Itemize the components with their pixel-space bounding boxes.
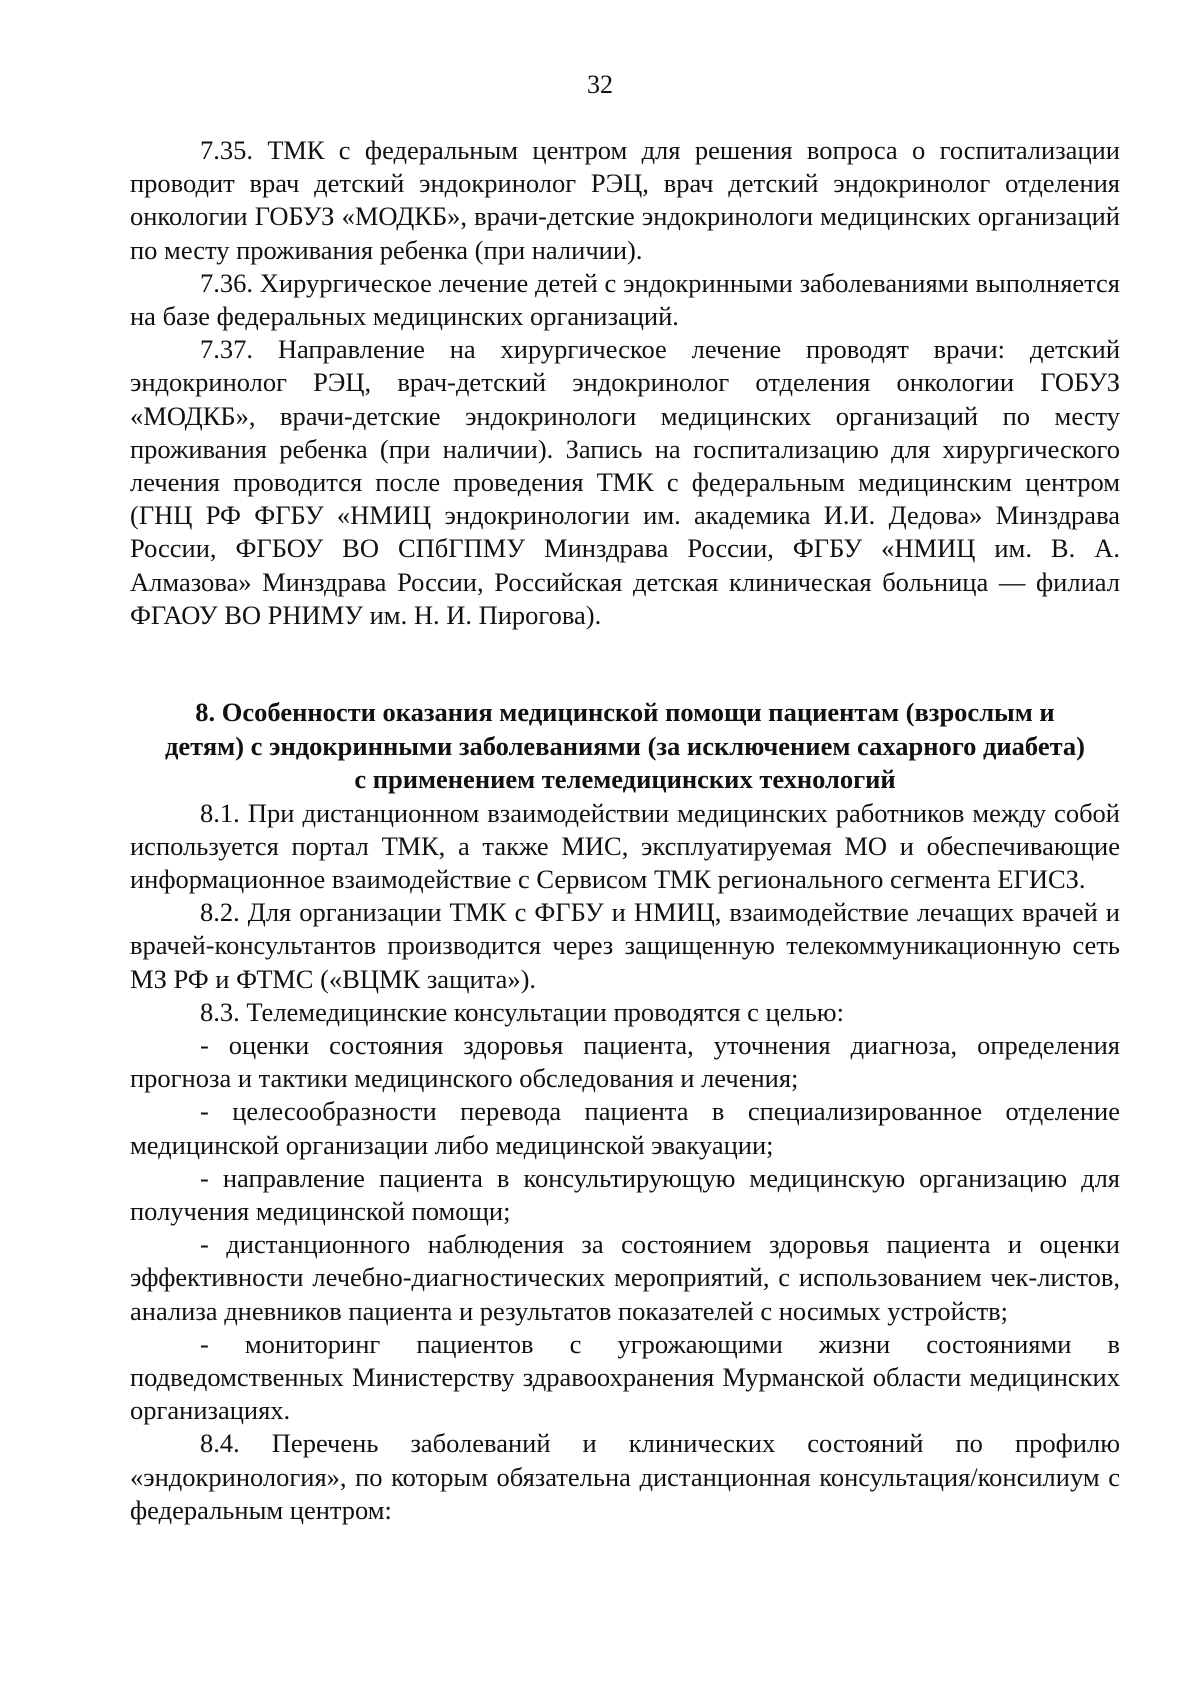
list-item-purpose: - дистанционного наблюдения за состоянием здоровья пациента и оценки эффективности лечебно-диагностических мероприятий, с использованием чек-листов, анализа дневников пациента и результатов показателей с носимых устройств; xyxy=(130,1229,1120,1326)
paragraph-7-35: 7.35. ТМК с федеральным центром для решения вопроса о госпитализации проводит врач детский эндокринолог РЭЦ, врач детский эндокринолог отделения онкологии ГОБУЗ «МОДКБ», врачи-детские эндокринологи медицинских организаций по месту проживания ребенка (при наличии). xyxy=(130,135,1120,265)
list-item-purpose: - направление пациента в консультирующую медицинскую организацию для получения медицинской помощи; xyxy=(130,1162,1120,1226)
paragraph-7-37: 7.37. Направление на хирургическое лечение проводят врачи: детский эндокринолог РЭЦ, врач-детский эндокринолог отделения онкологии ГОБУЗ «МОДКБ», врачи-детские эндокринологи медицинских организаций по месту проживания ребенка (при наличии). Запись на госпитализацию для хирургического лечения проводится после проведения ТМК с федеральным медицинским центром (ГНЦ РФ ФГБУ «НМИЦ эндокринологии им. академика И.И. Дедова» Минздрава России, ФГБОУ ВО СПбГПМУ Минздрава России, ФГБУ «НМИЦ им. В. А. Алмазова» Минздрава России, Российская детская клиническая больница — филиал ФГАОУ ВО РНИМУ им. Н. И. Пирогова). xyxy=(130,334,1120,630)
section-heading-line: 8. Особенности оказания медицинской помощи пациентам (взрослым и xyxy=(195,697,1055,728)
page-number: 32 xyxy=(587,70,613,99)
section-heading-line: с применением телемедицинских технологий xyxy=(354,764,896,795)
section-8-heading xyxy=(130,696,1120,797)
list-item-purpose: - оценки состояния здоровья пациента, уточнения диагноза, определения прогноза и тактики медицинского обследования и лечения; xyxy=(130,1029,1120,1094)
paragraph-7-36: 7.36. Хирургическое лечение детей с эндокринными заболеваниями выполняется на базе федеральных медицинских организаций. xyxy=(130,267,1120,332)
list-item-purpose: - целесообразности перевода пациента в специализированное отделение медицинской организации либо медицинской эвакуации; xyxy=(130,1096,1120,1160)
list-item-purpose: - мониторинг пациентов с угрожающими жизни состояниями в подведомственных Министерству здравоохранения Мурманской области медицинских организациях. xyxy=(130,1328,1120,1426)
paragraph-8-4: 8.4. Перечень заболеваний и клинических состояний по профилю «эндокринология», по которым обязательна дистанционная консультация/консилиум с федеральным центром: xyxy=(130,1428,1120,1525)
paragraph-8-2: 8.2. Для организации ТМК с ФГБУ и НМИЦ, взаимодействие лечащих врачей и врачей-консультантов производится через защищенную телекоммуникационную сеть МЗ РФ и ФТМС («ВЦМК защита»). xyxy=(130,897,1120,994)
paragraph-8-1: 8.1. При дистанционном взаимодействии медицинских работников между собой используется портал ТМК, а также МИС, эксплуатируемая МО и обеспечивающие информационное взаимодействие с Сервисом ТМК регионального сегмента ЕГИСЗ. xyxy=(130,797,1120,894)
section-heading-line: детям) с эндокринными заболеваниями (за исключением сахарного диабета) xyxy=(164,730,1086,761)
paragraph-8-3: 8.3. Телемедицинские консультации проводятся с целью: xyxy=(200,996,844,1027)
document-body xyxy=(130,134,1120,1527)
